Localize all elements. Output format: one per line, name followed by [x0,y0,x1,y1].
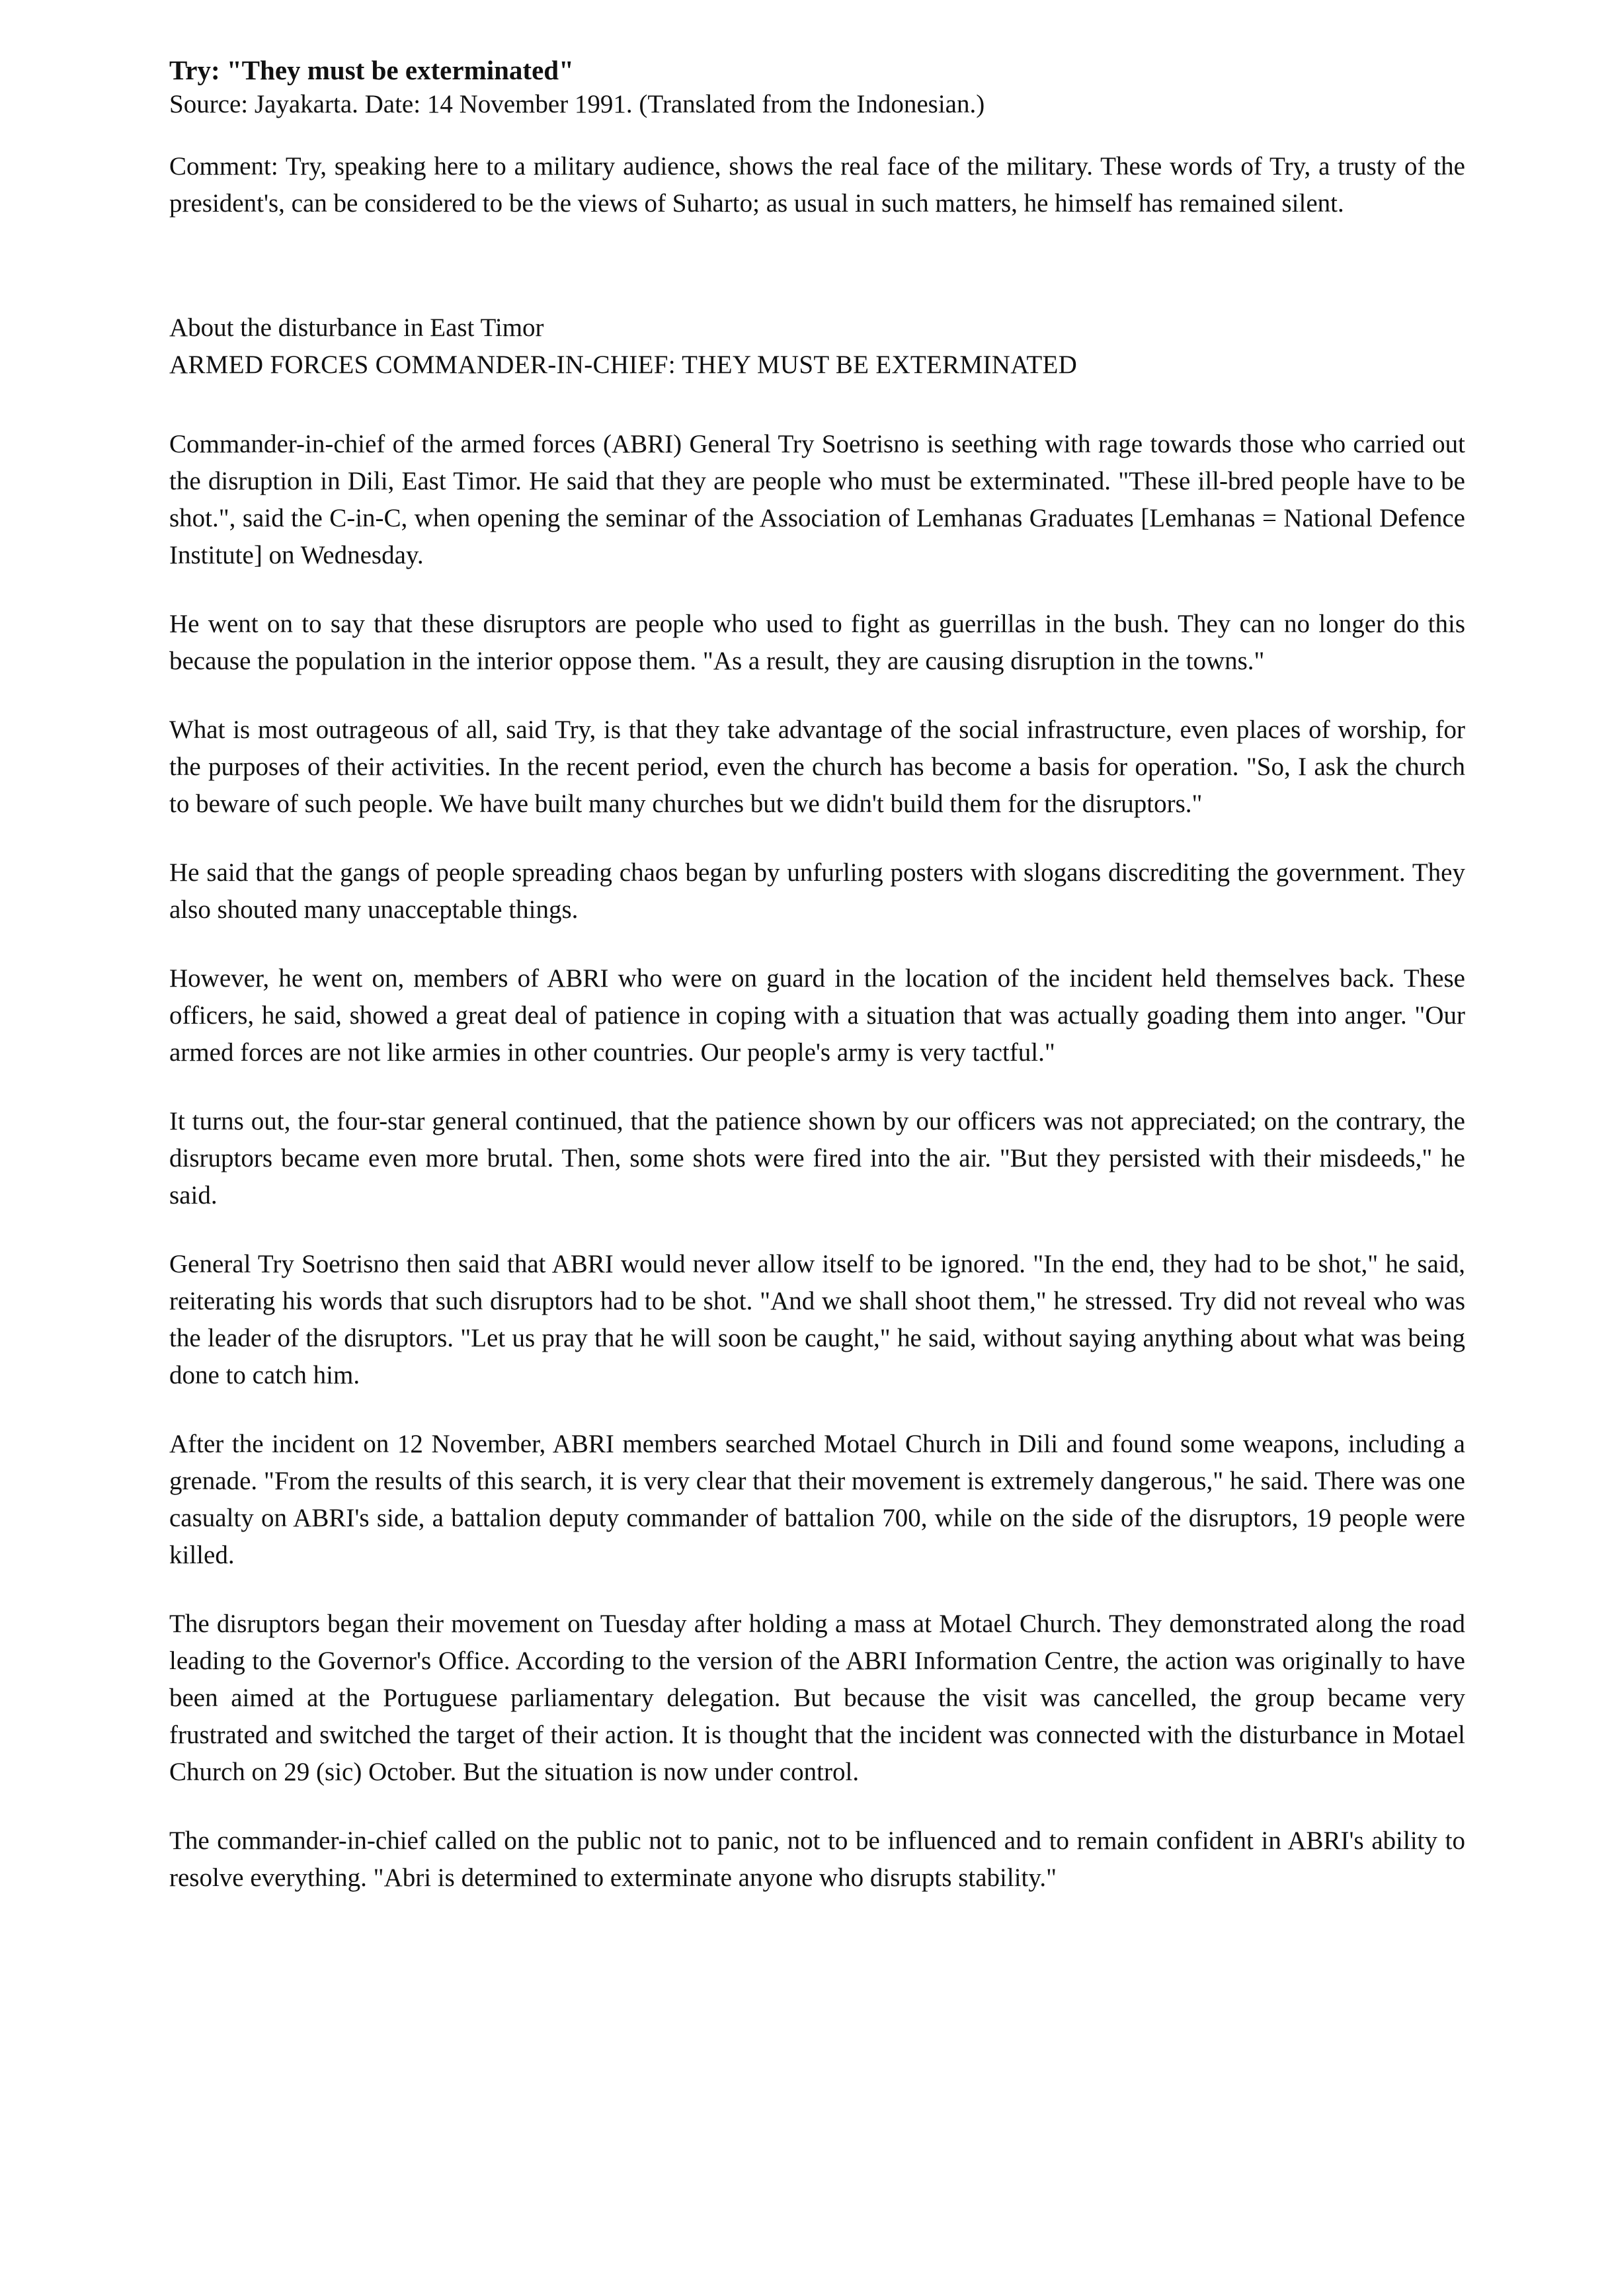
article-headline: ARMED FORCES COMMANDER-IN-CHIEF: THEY MUST BE EXTERMINATED [169,350,1078,379]
source-line: Source: Jayakarta. Date: 14 November 1991. (Translated from the Indonesian.) [169,90,985,118]
comment-paragraph: Comment: Try, speaking here to a military audience, shows the real face of the military. These words of Try, a trusty of the president's, can be considered to be the views of Suharto; as usual in such matters, he himself has remained silent. [169,152,1465,218]
body-paragraph: After the incident on 12 November, ABRI members searched Motael Church in Dili and found some weapons, including a grenade. "From the results of this search, it is very clear that their movement is extremely dangerous," he said. There was one casualty on ABRI's side, a battalion deputy commander of battalion 700, while on the side of the disruptors, 19 people were killed. [169,1430,1465,1569]
article-subheading: About the disturbance in East Timor [169,313,544,342]
body-paragraph: The commander-in-chief called on the public not to panic, not to be influenced and to remain confident in ABRI's ability to resolve everything. "Abri is determined to exterminate anyone who disrupts stability." [169,1826,1465,1892]
document-title: Try: "They must be exterminated" [169,55,574,85]
body-paragraph: It turns out, the four-star general continued, that the patience shown by our officers was not appreciated; on the contrary, the disruptors became even more brutal. Then, some shots were fired into the air. "But they persisted with their misdeeds," he said. [169,1107,1465,1210]
body-paragraph: However, he went on, members of ABRI who were on guard in the location of the incident held themselves back. These officers, he said, showed a great deal of patience in coping with a situation that was actually goading them into anger. "Our armed forces are not like armies in other countries. Our people's army is very tactful." [169,964,1465,1067]
body-paragraph: General Try Soetrisno then said that ABRI would never allow itself to be ignored. "In the end, they had to be shot," he said, reiterating his words that such disruptors had to be shot. "And we shall shoot them," he stressed. Try did not reveal who was the leader of the disruptors. "Let us pray that he will soon be caught," he said, without saying anything about what was being done to catch him. [169,1250,1465,1389]
body-paragraph: Commander-in-chief of the armed forces (ABRI) General Try Soetrisno is seething with rage towards those who carried out the disruption in Dili, East Timor. He said that they are people who must be exterminated. "These ill-bred people have to be shot.", said the C-in-C, when opening the seminar of the Association of Lemhanas Graduates [Lemhanas = National Defence Institute] on Wednesday. [169,430,1465,569]
body-paragraph: The disruptors began their movement on Tuesday after holding a mass at Motael Church. They demonstrated along the road leading to the Governor's Office. According to the version of the ABRI Information Centre, the action was originally to have been aimed at the Portuguese parliamentary delegation. But because the visit was cancelled, the group became very frustrated and switched the target of their action. It is thought that the incident was connected with the disturbance in Motael Church on 29 (sic) October. But the situation is now under control. [169,1610,1465,1786]
document-page [169,53,1465,1928]
body-paragraph: He said that the gangs of people spreading chaos began by unfurling posters with slogans discrediting the government. They also shouted many unacceptable things. [169,858,1465,924]
body-paragraph: What is most outrageous of all, said Try, is that they take advantage of the social infrastructure, even places of worship, for the purposes of their activities. In the recent period, even the church has become a basis for operation. "So, I ask the church to beware of such people. We have built many churches but we didn't build them for the disruptors." [169,716,1465,818]
body-paragraph: He went on to say that these disruptors are people who used to fight as guerrillas in the bush. They can no longer do this because the population in the interior oppose them. "As a result, they are causing disruption in the towns." [169,610,1465,675]
